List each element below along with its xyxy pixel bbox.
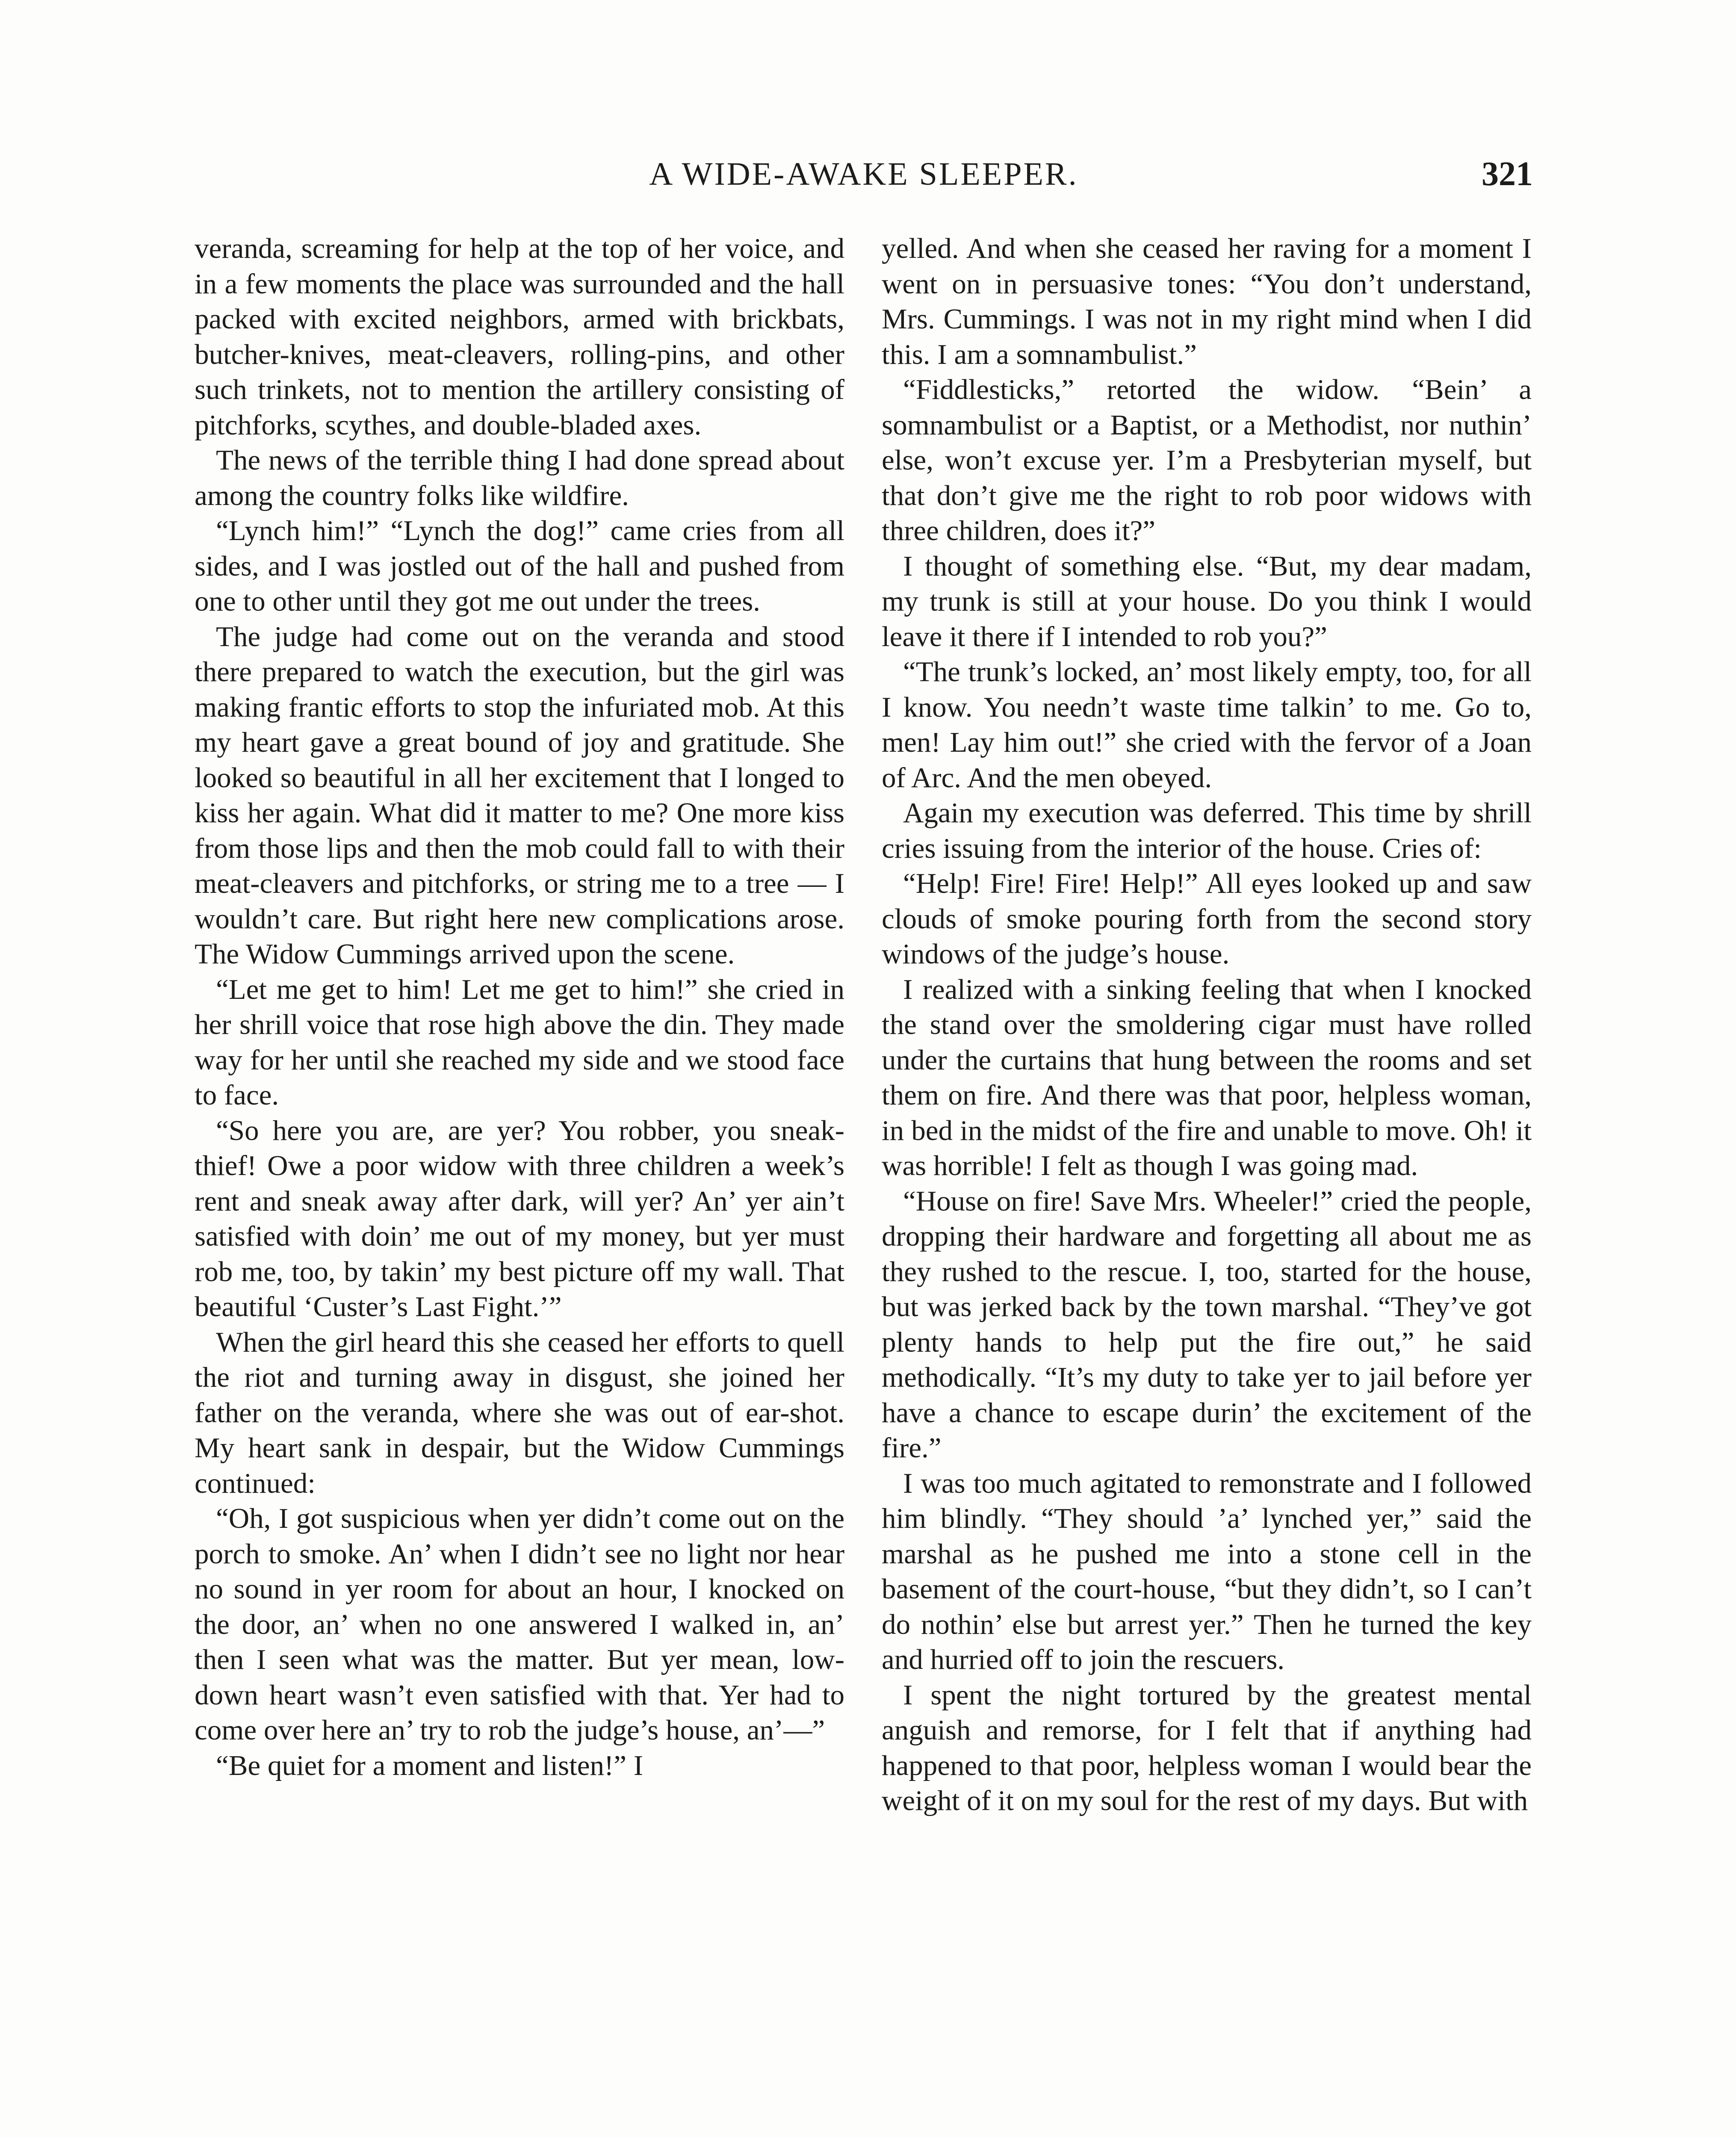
left-column: [195, 231, 844, 1783]
paragraph: veranda, screaming for help at the top of her voice, and in a few moments the place was surrounded and the hall packed with excited neighbors, armed with brickbats, butcher-knives, meat-cleavers, rolling-pins, and other such trinkets, not to mention the artillery consisting of pitchforks, scythes, and double-bladed axes.: [195, 233, 844, 441]
paragraph: “Help! Fire! Fire! Help!” All eyes looked up and saw clouds of smoke pouring forth from the second story windows of the judge’s house.: [882, 868, 1532, 970]
page-number: 321: [1482, 155, 1533, 193]
paragraph: “Fiddlesticks,” retorted the widow. “Bein’ a somnambulist or a Baptist, or a Methodist, nor nuthin’ else, won’t excuse yer. I’m a Presbyterian myself, but that don’t give me the right to rob poor widows with three children, does it?”: [882, 374, 1532, 546]
paragraph: I thought of something else. “But, my dear madam, my trunk is still at your house. Do you think I would leave it there if I intended to rob you?”: [882, 550, 1532, 653]
paragraph: Again my execution was deferred. This time by shrill cries issuing from the interior of the house. Cries of:: [882, 797, 1532, 864]
paragraph: “So here you are, are yer? You robber, you sneak-thief! Owe a poor widow with three children a week’s rent and sneak away after dark, will yer? An’ yer ain’t satisfied with doin’ me out of my money, but yer must rob me, too, by takin’ my best picture off my wall. That beautiful ‘Custer’s Last Fight.’”: [195, 1114, 844, 1323]
paragraph: “Lynch him!” “Lynch the dog!” came cries from all sides, and I was jostled out of the hall and pushed from one to other until they got me out under the trees.: [195, 515, 844, 617]
paragraph: “Oh, I got suspicious when yer didn’t come out on the porch to smoke. An’ when I didn’t see no light nor hear no sound in yer room for about an hour, I knocked on the door, an’ when no one answered I walked in, an’ then I seen what was the matter. But yer mean, low-down heart wasn’t even satisfied with that. Yer had to come over here an’ try to rob the judge’s house, an’—”: [195, 1503, 844, 1746]
paragraph: “Be quiet for a moment and listen!” I: [216, 1749, 644, 1781]
paragraph: yelled. And when she ceased her raving for a moment I went on in persuasive tones: “You don’t understand, Mrs. Cummings. I was not in my right mind when I did this. I am a somnambulist.”: [882, 233, 1532, 370]
paragraph: The news of the terrible thing I had done spread about among the country folks like wildfire.: [195, 444, 844, 511]
paragraph: I realized with a sinking feeling that when I knocked the stand over the smoldering cigar must have rolled under the curtains that hung between the rooms and set them on fire. And there was that poor, helpless woman, in bed in the midst of the fire and unable to move. Oh! it was horrible! I felt as though I was going mad.: [882, 973, 1532, 1181]
paragraph: “The trunk’s locked, an’ most likely empty, too, for all I know. You needn’t waste time talkin’ to me. Go to, men! Lay him out!” she cried with the fervor of a Joan of Arc. And the men obeyed.: [882, 656, 1532, 794]
paragraph: I was too much agitated to remonstrate and I followed him blindly. “They should ’a’ lynched yer,” said the marshal as he pushed me into a stone cell in the basement of the court-house, “but they didn’t, so I can’t do nothin’ else but arrest yer.” Then he turned the key and hurried off to join the rescuers.: [882, 1467, 1532, 1675]
paragraph: The judge had come out on the veranda and stood there prepared to watch the execution, but the girl was making frantic efforts to stop the infuriated mob. At this my heart gave a great bound of joy and gratitude. She looked so beautiful in all her excitement that I longed to kiss her again. What did it matter to me? One more kiss from those lips and then the mob could fall to with their meat-cleavers and pitchforks, or string me to a tree — I wouldn’t care. But right here new complications arose. The Widow Cummings arrived upon the scene.: [195, 620, 844, 970]
right-column: [882, 231, 1532, 1819]
paragraph: When the girl heard this she ceased her efforts to quell the riot and turning away in disgust, she joined her father on the veranda, where she was out of ear-shot. My heart sank in despair, but the Widow Cummings continued:: [195, 1326, 844, 1499]
paragraph: I spent the night tortured by the greatest mental anguish and remorse, for I felt that if anything had happened to that poor, helpless woman I would bear the weight of it on my soul for the rest of my days. But with: [882, 1679, 1532, 1816]
page-header: [195, 151, 1533, 198]
paragraph: “Let me get to him! Let me get to him!” she cried in her shrill voice that rose high above the din. They made way for her until she reached my side and we stood face to face.: [195, 973, 844, 1111]
running-title: A WIDE-AWAKE SLEEPER.: [649, 156, 1078, 192]
paragraph: “House on fire! Save Mrs. Wheeler!” cried the people, dropping their hardware and forgetting all about me as they rushed to the rescue. I, too, started for the house, but was jerked back by the town marshal. “They’ve got plenty hands to help put the fire out,” he said methodically. “It’s my duty to take yer to jail before yer have a chance to escape durin’ the excitement of the fire.”: [882, 1185, 1532, 1464]
